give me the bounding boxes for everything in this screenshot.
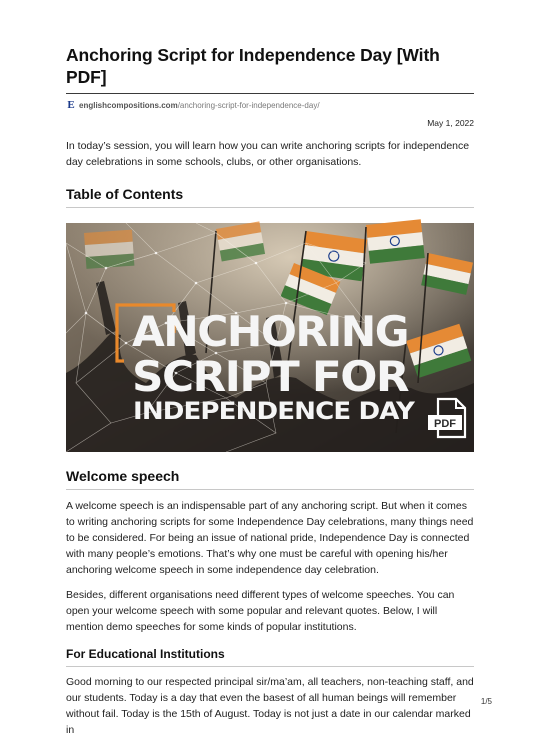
hero-title-line3: INDEPENDENCE DAY [133,397,416,425]
toc-divider [66,207,474,208]
welcome-heading: Welcome speech [66,468,180,484]
hero-title-line2: SCRIPT FOR [132,352,410,401]
welcome-paragraph-2: Besides, different organisations need different types of welcome speeches. You can open your welcome speech with some popular and relevant quotes. Below, I will mention demo speeches for some kinds of popular institutions. [66,589,455,633]
toc-heading: Table of Contents [66,186,184,202]
hero-image [66,223,474,452]
educational-heading: For Educational Institutions [66,647,225,661]
publish-date: May 1, 2022 [427,118,474,128]
intro-paragraph: In today’s session, you will learn how you can write anchoring scripts for independence day celebrations in some schools, clubs, or other organisations. [66,140,470,168]
article [66,44,474,738]
welcome-divider [66,489,474,490]
page-number: 1/5 [480,697,492,706]
source-url[interactable] [79,101,320,110]
welcome-paragraph-1: A welcome speech is an indispensable part of any anchoring script. But when it comes to writing anchoring scripts for some Independence Day celebrations, many things need to be considered. For being an issue of national pride, Independence Day is connected with many people’s emotions. That’s why one must be careful with opening his/her anchoring welcome speech in some independence day celebration. [66,500,474,576]
source-domain: englishcompositions.com [79,100,178,110]
pdf-badge-label: PDF [434,418,456,430]
page-title: Anchoring Script for Independence Day [With PDF] [66,45,440,87]
hero-illustration [66,223,474,452]
title-divider [66,93,474,94]
site-logo-icon: E [67,98,75,111]
educational-divider [66,666,474,667]
source-path: /anchoring-script-for-independence-day/ [177,100,320,110]
hero-title-line1: ANCHORING [132,307,408,356]
hero-title [132,307,416,425]
source-line[interactable] [66,98,474,112]
educational-paragraph: Good morning to our respected principal sir/ma’am, all teachers, non-teaching staff, and our students. Today is a day that even the basest of all human beings will remember without fail. Today is the 15th of August. Today is not just a date in our calendar marked in [66,676,474,736]
